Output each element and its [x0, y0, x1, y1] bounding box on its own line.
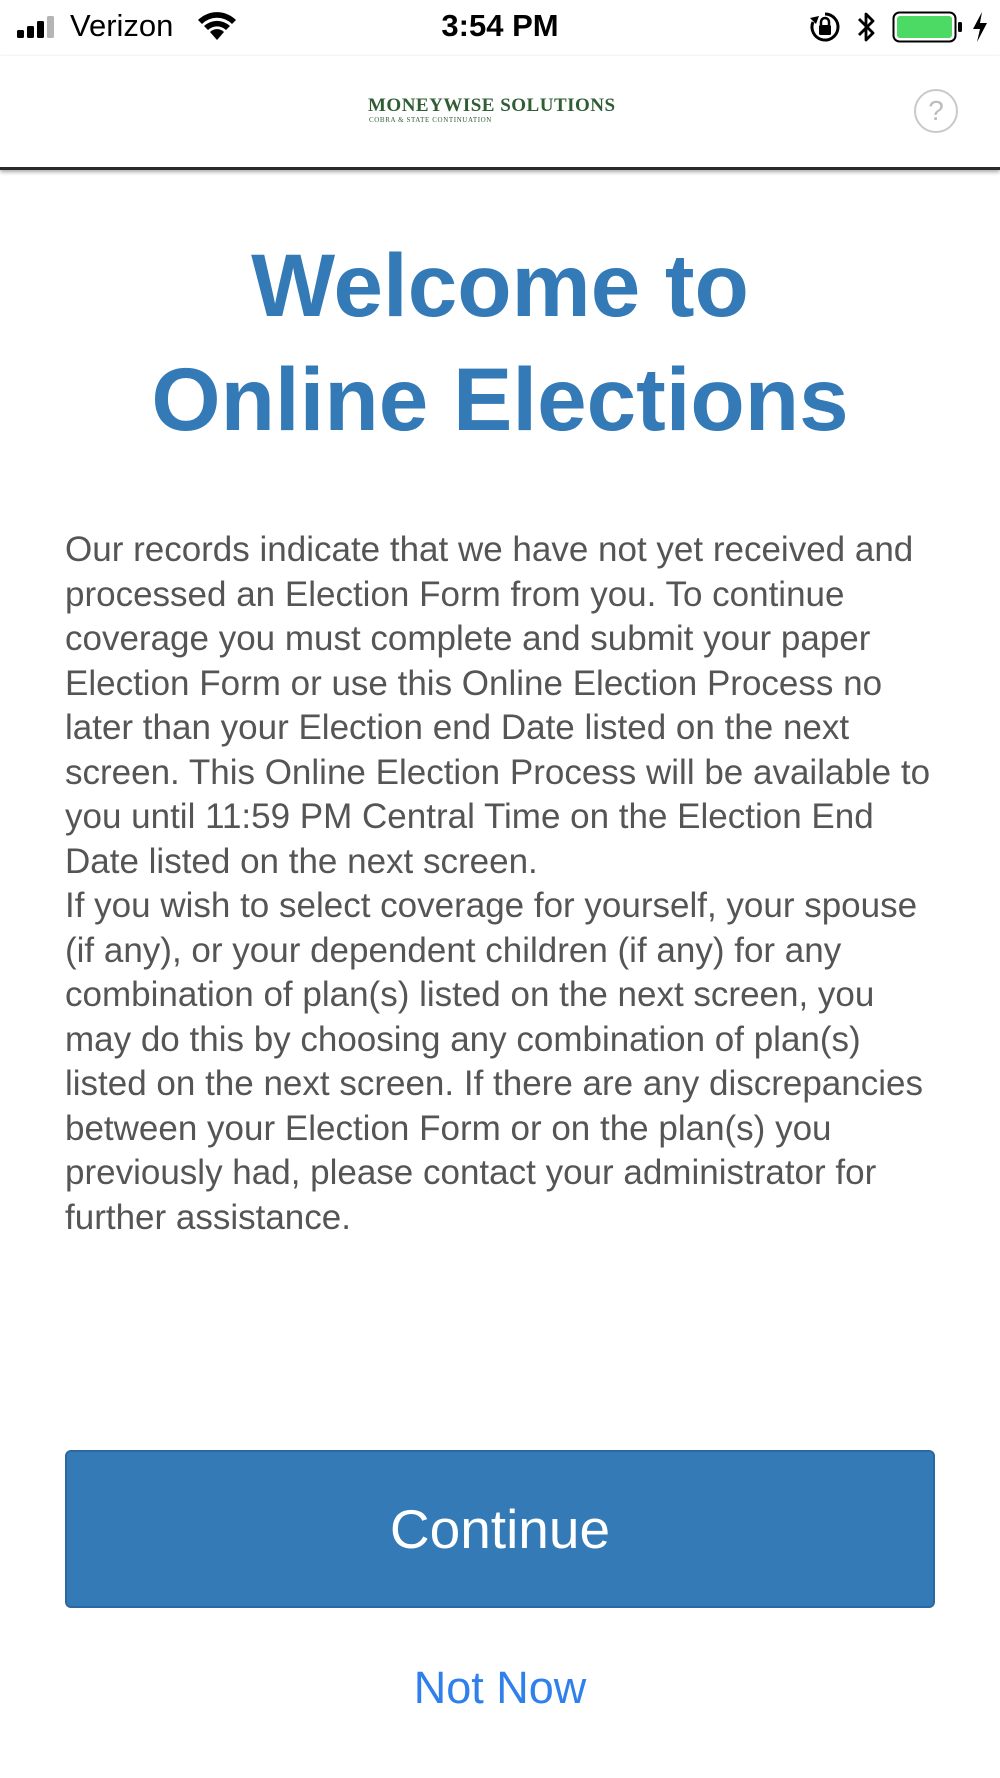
battery-icon [892, 11, 964, 43]
carrier-name: Verizon [70, 8, 174, 43]
logo-title: MONEYWISE SOLUTIONS [368, 95, 616, 116]
logo-subtitle: COBRA & STATE CONTINUATION [369, 116, 492, 124]
help-button[interactable] [914, 89, 958, 133]
not-now-link[interactable]: Not Now [413, 1662, 587, 1713]
help-icon: ? [928, 95, 944, 126]
continue-button[interactable]: Continue [65, 1450, 935, 1608]
page-title [0, 228, 1000, 456]
company-logo [368, 96, 628, 124]
message-paragraph-2: If you wish to select coverage for yourself, your spouse (if any), or your dependent children (if any) for any combination of plan(s) listed on the next screen, you may do this by choosing any combination of plan(s) listed on the next screen. If there are any discrepancies between your Election Form or on the plan(s) you previously had, please contact your administrator for further assistance. [65, 886, 923, 1237]
welcome-message [65, 528, 945, 1240]
app-header [0, 56, 1000, 170]
bluetooth-icon [855, 10, 877, 44]
message-paragraph-1: Our records indicate that we have not yet received and processed an Election Form from you. To continue coverage you must complete and submit your paper Election Form or use this Online Election Process no later than your Election end Date listed on the next screen. This Online Election Process will be available to you until 11:59 PM Central Time on the Election End Date listed on the next screen. [65, 530, 931, 881]
orientation-lock-icon [808, 10, 842, 44]
title-line-2: Online Elections [151, 349, 849, 449]
status-time: 3:54 PM [441, 8, 559, 43]
status-bar [0, 0, 1000, 56]
charging-bolt-icon [970, 10, 990, 44]
title-line-1: Welcome to [251, 235, 749, 335]
